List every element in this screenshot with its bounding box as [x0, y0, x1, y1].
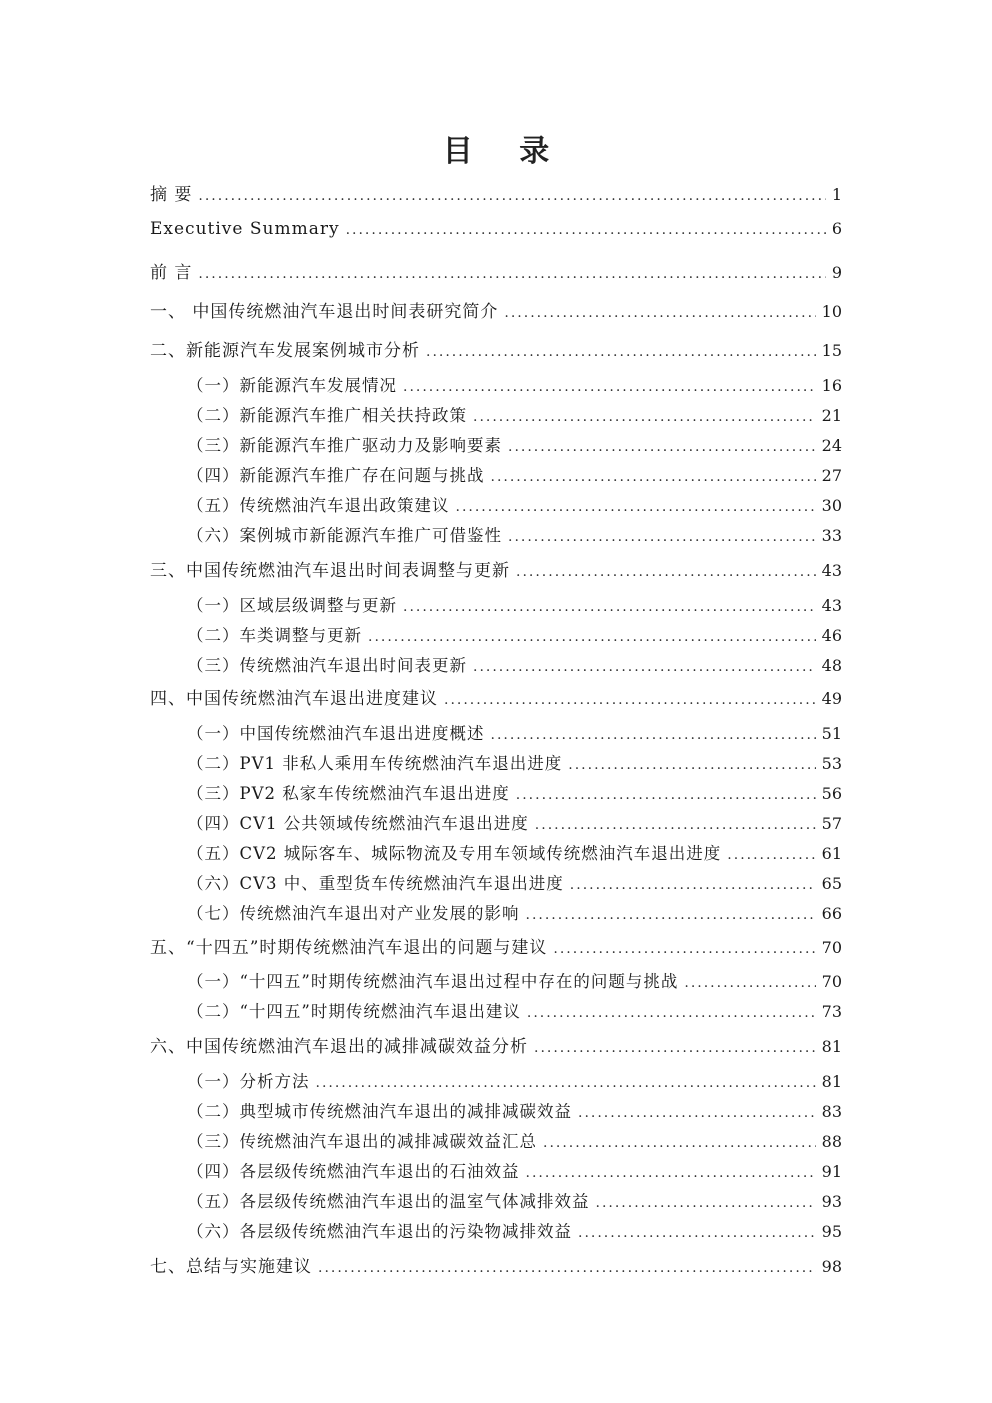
toc-entry-page: 27: [821, 466, 842, 485]
toc-entry-label: （六）各层级传统燃油汽车退出的污染物减排效益: [187, 1222, 572, 1241]
toc-entry-label: （三）PV2 私家车传统燃油汽车退出进度: [187, 784, 510, 803]
leader-dots: [684, 975, 815, 991]
toc-entry-label: （四）新能源汽车推广存在问题与挑战: [187, 466, 485, 485]
toc-entry-page: 93: [821, 1192, 842, 1211]
toc-entry-label: （五）传统燃油汽车退出政策建议: [187, 496, 450, 515]
toc-entry-label: 七、总结与实施建议: [150, 1257, 312, 1276]
leader-dots: [491, 469, 816, 485]
toc-entry-label: （六）CV3 中、重型货车传统燃油汽车退出进度: [187, 874, 564, 893]
leader-dots: [346, 222, 826, 238]
leader-dots: [403, 599, 816, 615]
leader-dots: [526, 1165, 816, 1181]
toc-entry-label: （二）车类调整与更新: [187, 626, 362, 645]
leader-dots: [727, 847, 815, 863]
toc-entry-label: 一、 中国传统燃油汽车退出时间表研究简介: [150, 302, 499, 321]
toc-entry-page: 81: [821, 1037, 842, 1056]
toc-entry-page: 16: [821, 376, 842, 395]
toc-entry-page: 57: [821, 814, 842, 833]
toc-entry[interactable]: [187, 622, 842, 646]
toc-entry[interactable]: [187, 652, 842, 676]
toc-entry-label: （一）新能源汽车发展情况: [187, 376, 397, 395]
toc-entry-label: 前 言: [150, 263, 193, 282]
toc-entry[interactable]: [150, 219, 842, 243]
toc-entry-label: （二）典型城市传统燃油汽车退出的减排减碳效益: [187, 1102, 572, 1121]
leader-dots: [516, 787, 816, 803]
toc-entry-label: 五、“十四五”时期传统燃油汽车退出的问题与建议: [150, 938, 548, 957]
leader-dots: [527, 1005, 816, 1021]
toc-entry-label: 四、中国传统燃油汽车退出进度建议: [150, 689, 438, 708]
toc-entry-label: （一）区域层级调整与更新: [187, 596, 397, 615]
leader-dots: [403, 379, 816, 395]
toc-entry-page: 65: [821, 874, 842, 893]
toc-entry-page: 53: [821, 754, 842, 773]
toc-entry-label: （七）传统燃油汽车退出对产业发展的影响: [187, 904, 520, 923]
toc-entry-page: 91: [821, 1162, 842, 1181]
leader-dots: [534, 1040, 816, 1056]
toc-entry[interactable]: [187, 1188, 842, 1212]
toc-entry-label: （二）PV1 非私人乘用车传统燃油汽车退出进度: [187, 754, 563, 773]
leader-dots: [198, 266, 825, 282]
toc-entry-page: 30: [821, 496, 842, 515]
toc-entry[interactable]: [187, 870, 842, 894]
toc-entry-page: 51: [821, 724, 842, 743]
toc-entry[interactable]: [187, 1068, 842, 1092]
toc-entry-page: 88: [821, 1132, 842, 1151]
toc-entry-page: 61: [821, 844, 842, 863]
toc-entry-label: （三）新能源汽车推广驱动力及影响要素: [187, 436, 502, 455]
toc-entry-label: 二、新能源汽车发展案例城市分析: [150, 341, 420, 360]
toc-entry[interactable]: [187, 592, 842, 616]
toc-entry-page: 70: [821, 938, 842, 957]
toc-entry-label: （二）“十四五”时期传统燃油汽车退出建议: [187, 1002, 521, 1021]
toc-entry[interactable]: [187, 462, 842, 486]
leader-dots: [596, 1195, 816, 1211]
leader-dots: [473, 409, 816, 425]
toc-entry-label: （五）各层级传统燃油汽车退出的温室气体减排效益: [187, 1192, 590, 1211]
leader-dots: [568, 757, 815, 773]
toc-entry-page: 10: [821, 302, 842, 321]
toc-entry-page: 66: [821, 904, 842, 923]
toc-entry-label: （三）传统燃油汽车退出时间表更新: [187, 656, 467, 675]
leader-dots: [444, 692, 816, 708]
toc-entry-page: 48: [821, 656, 842, 675]
leader-dots: [570, 877, 816, 893]
toc-entry-label: （四）CV1 公共领域传统燃油汽车退出进度: [187, 814, 529, 833]
toc-entry-label: 摘 要: [150, 185, 193, 204]
toc-entry-page: 21: [821, 406, 842, 425]
toc-entry-page: 95: [821, 1222, 842, 1241]
toc-entry[interactable]: [150, 933, 842, 957]
leader-dots: [426, 344, 816, 360]
leader-dots: [198, 188, 825, 204]
toc-entry[interactable]: [187, 840, 842, 864]
leader-dots: [491, 727, 816, 743]
leader-dots: [508, 439, 816, 455]
toc-entry-page: 33: [821, 526, 842, 545]
leader-dots: [368, 629, 816, 645]
leader-dots: [578, 1225, 816, 1241]
toc-entry-label: （二）新能源汽车推广相关扶持政策: [187, 406, 467, 425]
toc-entry-page: 9: [831, 263, 842, 282]
toc-entry[interactable]: [187, 492, 842, 516]
toc-entry[interactable]: [150, 1252, 842, 1276]
toc-entry[interactable]: [150, 180, 842, 204]
toc-entry-label: （一）“十四五”时期传统燃油汽车退出过程中存在的问题与挑战: [187, 972, 679, 991]
toc-entry-page: 73: [821, 1002, 842, 1021]
toc-entry-page: 46: [821, 626, 842, 645]
toc-entry[interactable]: [187, 402, 842, 426]
toc-entry-label: （六）案例城市新能源汽车推广可借鉴性: [187, 526, 502, 545]
toc-entry-page: 83: [821, 1102, 842, 1121]
toc-entry[interactable]: [187, 1218, 842, 1242]
toc-entry[interactable]: [187, 900, 842, 924]
leader-dots: [318, 1260, 816, 1276]
toc-entry[interactable]: [187, 750, 842, 774]
leader-dots: [578, 1105, 816, 1121]
toc-entry-page: 49: [821, 689, 842, 708]
toc-entry-page: 15: [821, 341, 842, 360]
leader-dots: [535, 817, 816, 833]
toc-entry[interactable]: [150, 1032, 842, 1056]
toc-entry-label: 六、中国传统燃油汽车退出的减排减碳效益分析: [150, 1037, 528, 1056]
toc-entry-page: 6: [831, 219, 842, 238]
toc-entry[interactable]: [187, 1158, 842, 1182]
toc-entry[interactable]: [187, 372, 842, 396]
toc-entry-label: 三、中国传统燃油汽车退出时间表调整与更新: [150, 561, 510, 580]
page-title: 目 录: [442, 134, 568, 169]
toc-entry-page: 43: [821, 596, 842, 615]
toc-entry-label: Executive Summary: [150, 219, 340, 239]
toc-entry-label: （五）CV2 城际客车、城际物流及专用车领域传统燃油汽车退出进度: [187, 844, 722, 863]
toc-entry[interactable]: [150, 336, 842, 360]
toc-entry[interactable]: [150, 258, 842, 282]
toc-entry-page: 1: [831, 185, 842, 204]
toc-entry-page: 98: [821, 1257, 842, 1276]
toc-entry[interactable]: [187, 1128, 842, 1152]
toc-entry[interactable]: [187, 810, 842, 834]
leader-dots: [553, 941, 815, 957]
toc-entry[interactable]: [150, 556, 842, 580]
toc-entry[interactable]: [150, 684, 842, 708]
leader-dots: [543, 1135, 816, 1151]
toc-entry-page: 56: [821, 784, 842, 803]
toc-entry-label: （一）分析方法: [187, 1072, 310, 1091]
leader-dots: [456, 499, 816, 515]
toc-entry[interactable]: [187, 998, 842, 1022]
toc-entry[interactable]: [187, 780, 842, 804]
toc-entry[interactable]: [150, 297, 842, 321]
toc-entry-page: 43: [821, 561, 842, 580]
toc-entry-label: （一）中国传统燃油汽车退出进度概述: [187, 724, 485, 743]
leader-dots: [526, 907, 816, 923]
leader-dots: [516, 564, 816, 580]
toc-entry[interactable]: [187, 1098, 842, 1122]
toc-entry[interactable]: [187, 522, 842, 546]
leader-dots: [473, 659, 816, 675]
toc-entry-page: 81: [821, 1072, 842, 1091]
toc-entry[interactable]: [187, 720, 842, 744]
toc-entry[interactable]: [187, 432, 842, 456]
leader-dots: [504, 305, 815, 321]
leader-dots: [316, 1075, 816, 1091]
leader-dots: [508, 529, 816, 545]
toc-entry-page: 24: [821, 436, 842, 455]
toc-entry[interactable]: [187, 968, 842, 992]
toc-entry-page: 70: [821, 972, 842, 991]
toc-entry-label: （四）各层级传统燃油汽车退出的石油效益: [187, 1162, 520, 1181]
toc-entry-label: （三）传统燃油汽车退出的减排减碳效益汇总: [187, 1132, 537, 1151]
